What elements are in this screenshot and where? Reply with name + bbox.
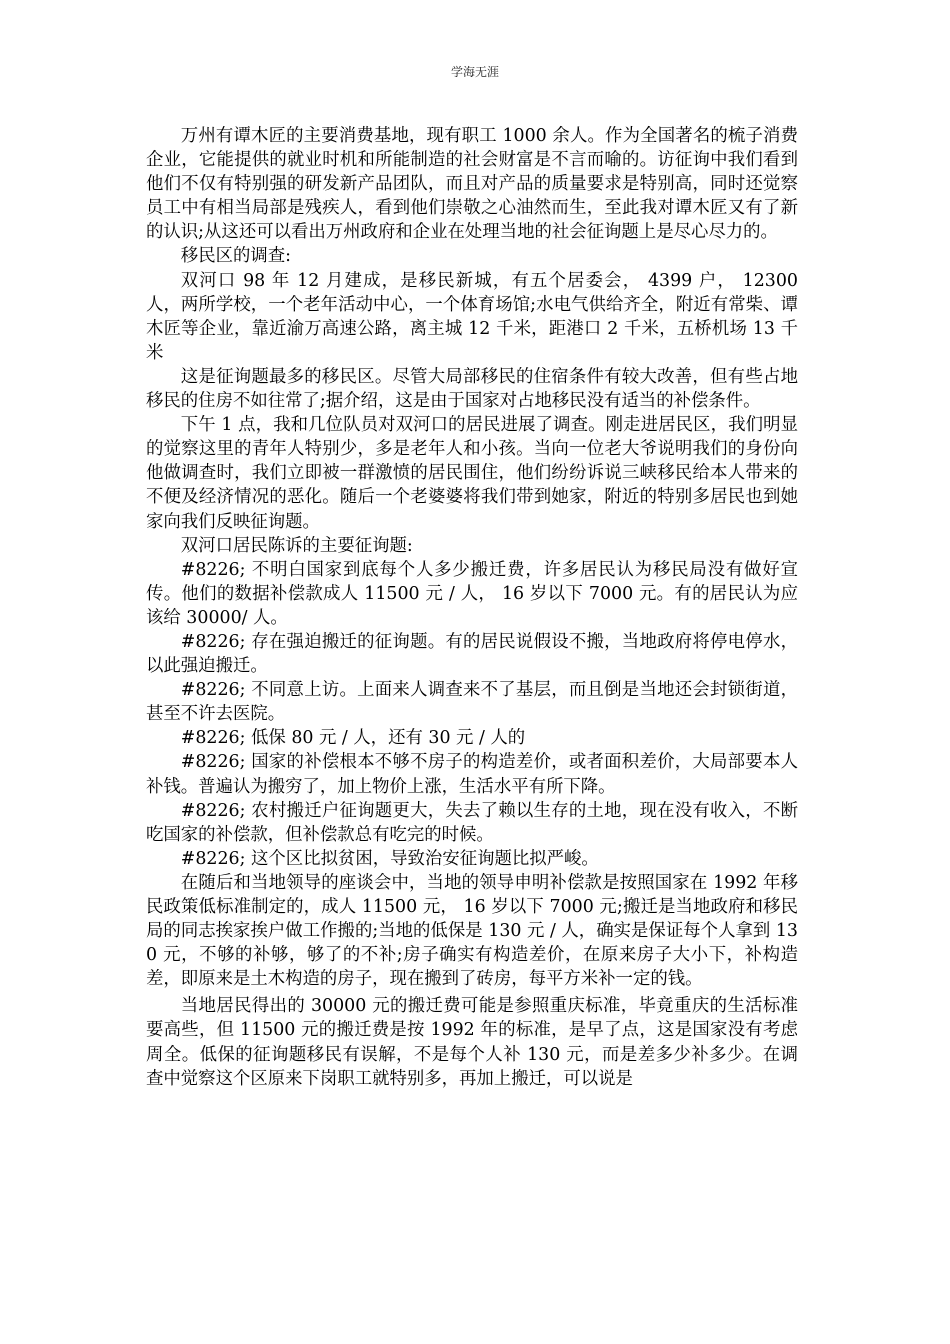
issue-item-petition: #8226; 不同意上访。上面来人调查来不了基层，而且倒是当地还会封锁街道，甚至不许去医院。	[146, 680, 798, 725]
paragraph-leadership-meeting: 在随后和当地领导的座谈会中，当地的领导申明补偿款是按照国家在 1992 年移民政策低标准制定的，成人 11500 元， 16 岁以下 7000 元;搬迁是当地政府和移民局的同志挨家挨户做工作搬的;当地的低保是 130 元 / 人，确实是保证每个人拿到 130 元，不够的补够，够了的不补;房子确实有构造差价，在原来房子大小下，补构造差，即原来是土木构造的房子，现在搬到了砖房，每平方米补一定的钱。	[146, 872, 798, 990]
issue-item-poverty-security: #8226; 这个区比拟贫困，导致治安征询题比拟严峻。	[180, 848, 599, 869]
document-body	[146, 124, 798, 1091]
paragraph-analysis: 当地居民得出的 30000 元的搬迁费可能是参照重庆标准，毕竟重庆的生活标准要高些，但 11500 元的搬迁费是按 1992 年的标准，是早了点，这是国家没有考虑周全。低保的征询题移民有误解，不是每个人补 130 元，而是差多少补多少。在调查中觉察这个区原来下岗职工就特别多，再加上搬迁，可以说是	[146, 996, 798, 1089]
page-header: 学海无涯	[450, 65, 499, 79]
section-heading-main-issues: 双河口居民陈诉的主要征询题:	[180, 535, 413, 556]
issue-item-subsistence: #8226; 低保 80 元 / 人，还有 30 元 / 人的	[180, 728, 526, 749]
issue-item-compensation: #8226; 不明白国家到底每个人多少搬迁费，许多居民认为移民局没有做好宣传。他们的数据补偿款成人 11500 元 / 人， 16 岁以下 7000 元。有的居民认为应该给 30000/ 人。	[146, 559, 798, 628]
issue-item-rural-households: #8226; 农村搬迁户征询题更大，失去了赖以生存的土地，现在没有收入，不断吃国家的补偿款，但补偿款总有吃完的时候。	[146, 800, 798, 845]
paragraph-tanmujiang: 万州有谭木匠的主要消费基地，现有职工 1000 余人。作为全国著名的梳子消费企业，它能提供的就业时机和所能制造的社会财富是不言而喻的。访征询中我们看到他们不仅有特别强的研发新产品团队，而且对产品的质量要求是特别高，同时还觉察员工中有相当局部是残疾人，看到他们崇敬之心油然而生，至此我对谭木匠又有了新的认识;从这还可以看出万州政府和企业在处理当地的社会征询题上是尽心尽力的。	[146, 126, 798, 243]
paragraph-shuanghekou-overview: 双河口 98 年 12 月建成，是移民新城，有五个居委会， 4399 户， 12300 人，两所学校，一个老年活动中心，一个体育场馆;水电气供给齐全，附近有常柴、谭木匠等企业，靠近渝万高速公路，离主城 12 千米，距港口 2 千米，五桥机场 13 千米	[146, 270, 798, 363]
paragraph-afternoon-survey: 下午 1 点，我和几位队员对双河口的居民进展了调查。刚走进居民区，我们明显的觉察这里的青年人特别少，多是老年人和小孩。当向一位老大爷说明我们的身份向他做调查时，我们立即被一群激愤的居民围住，他们纷纷诉说三峡移民给本人带来的不便及经济情况的恶化。随后一个老婆婆将我们带到她家，附近的特别多居民也到她家向我们反映征询题。	[146, 415, 798, 532]
issue-item-housing-gap: #8226; 国家的补偿根本不够不房子的构造差价，或者面积差价，大局部要本人补钱。普遍认为搬穷了，加上物价上涨，生活水平有所下降。	[146, 752, 798, 797]
issue-item-forced-relocation: #8226; 存在强迫搬迁的征询题。有的居民说假设不搬，当地政府将停电停水，以此强迫搬迁。	[146, 631, 798, 677]
paragraph-most-issues: 这是征询题最多的移民区。尽管大局部移民的住宿条件有较大改善，但有些占地移民的住房不如往常了;据介绍，这是由于国家对占地移民没有适当的补偿条件。	[146, 366, 798, 412]
section-heading-resettlement-survey: 移民区的调查:	[180, 246, 292, 267]
